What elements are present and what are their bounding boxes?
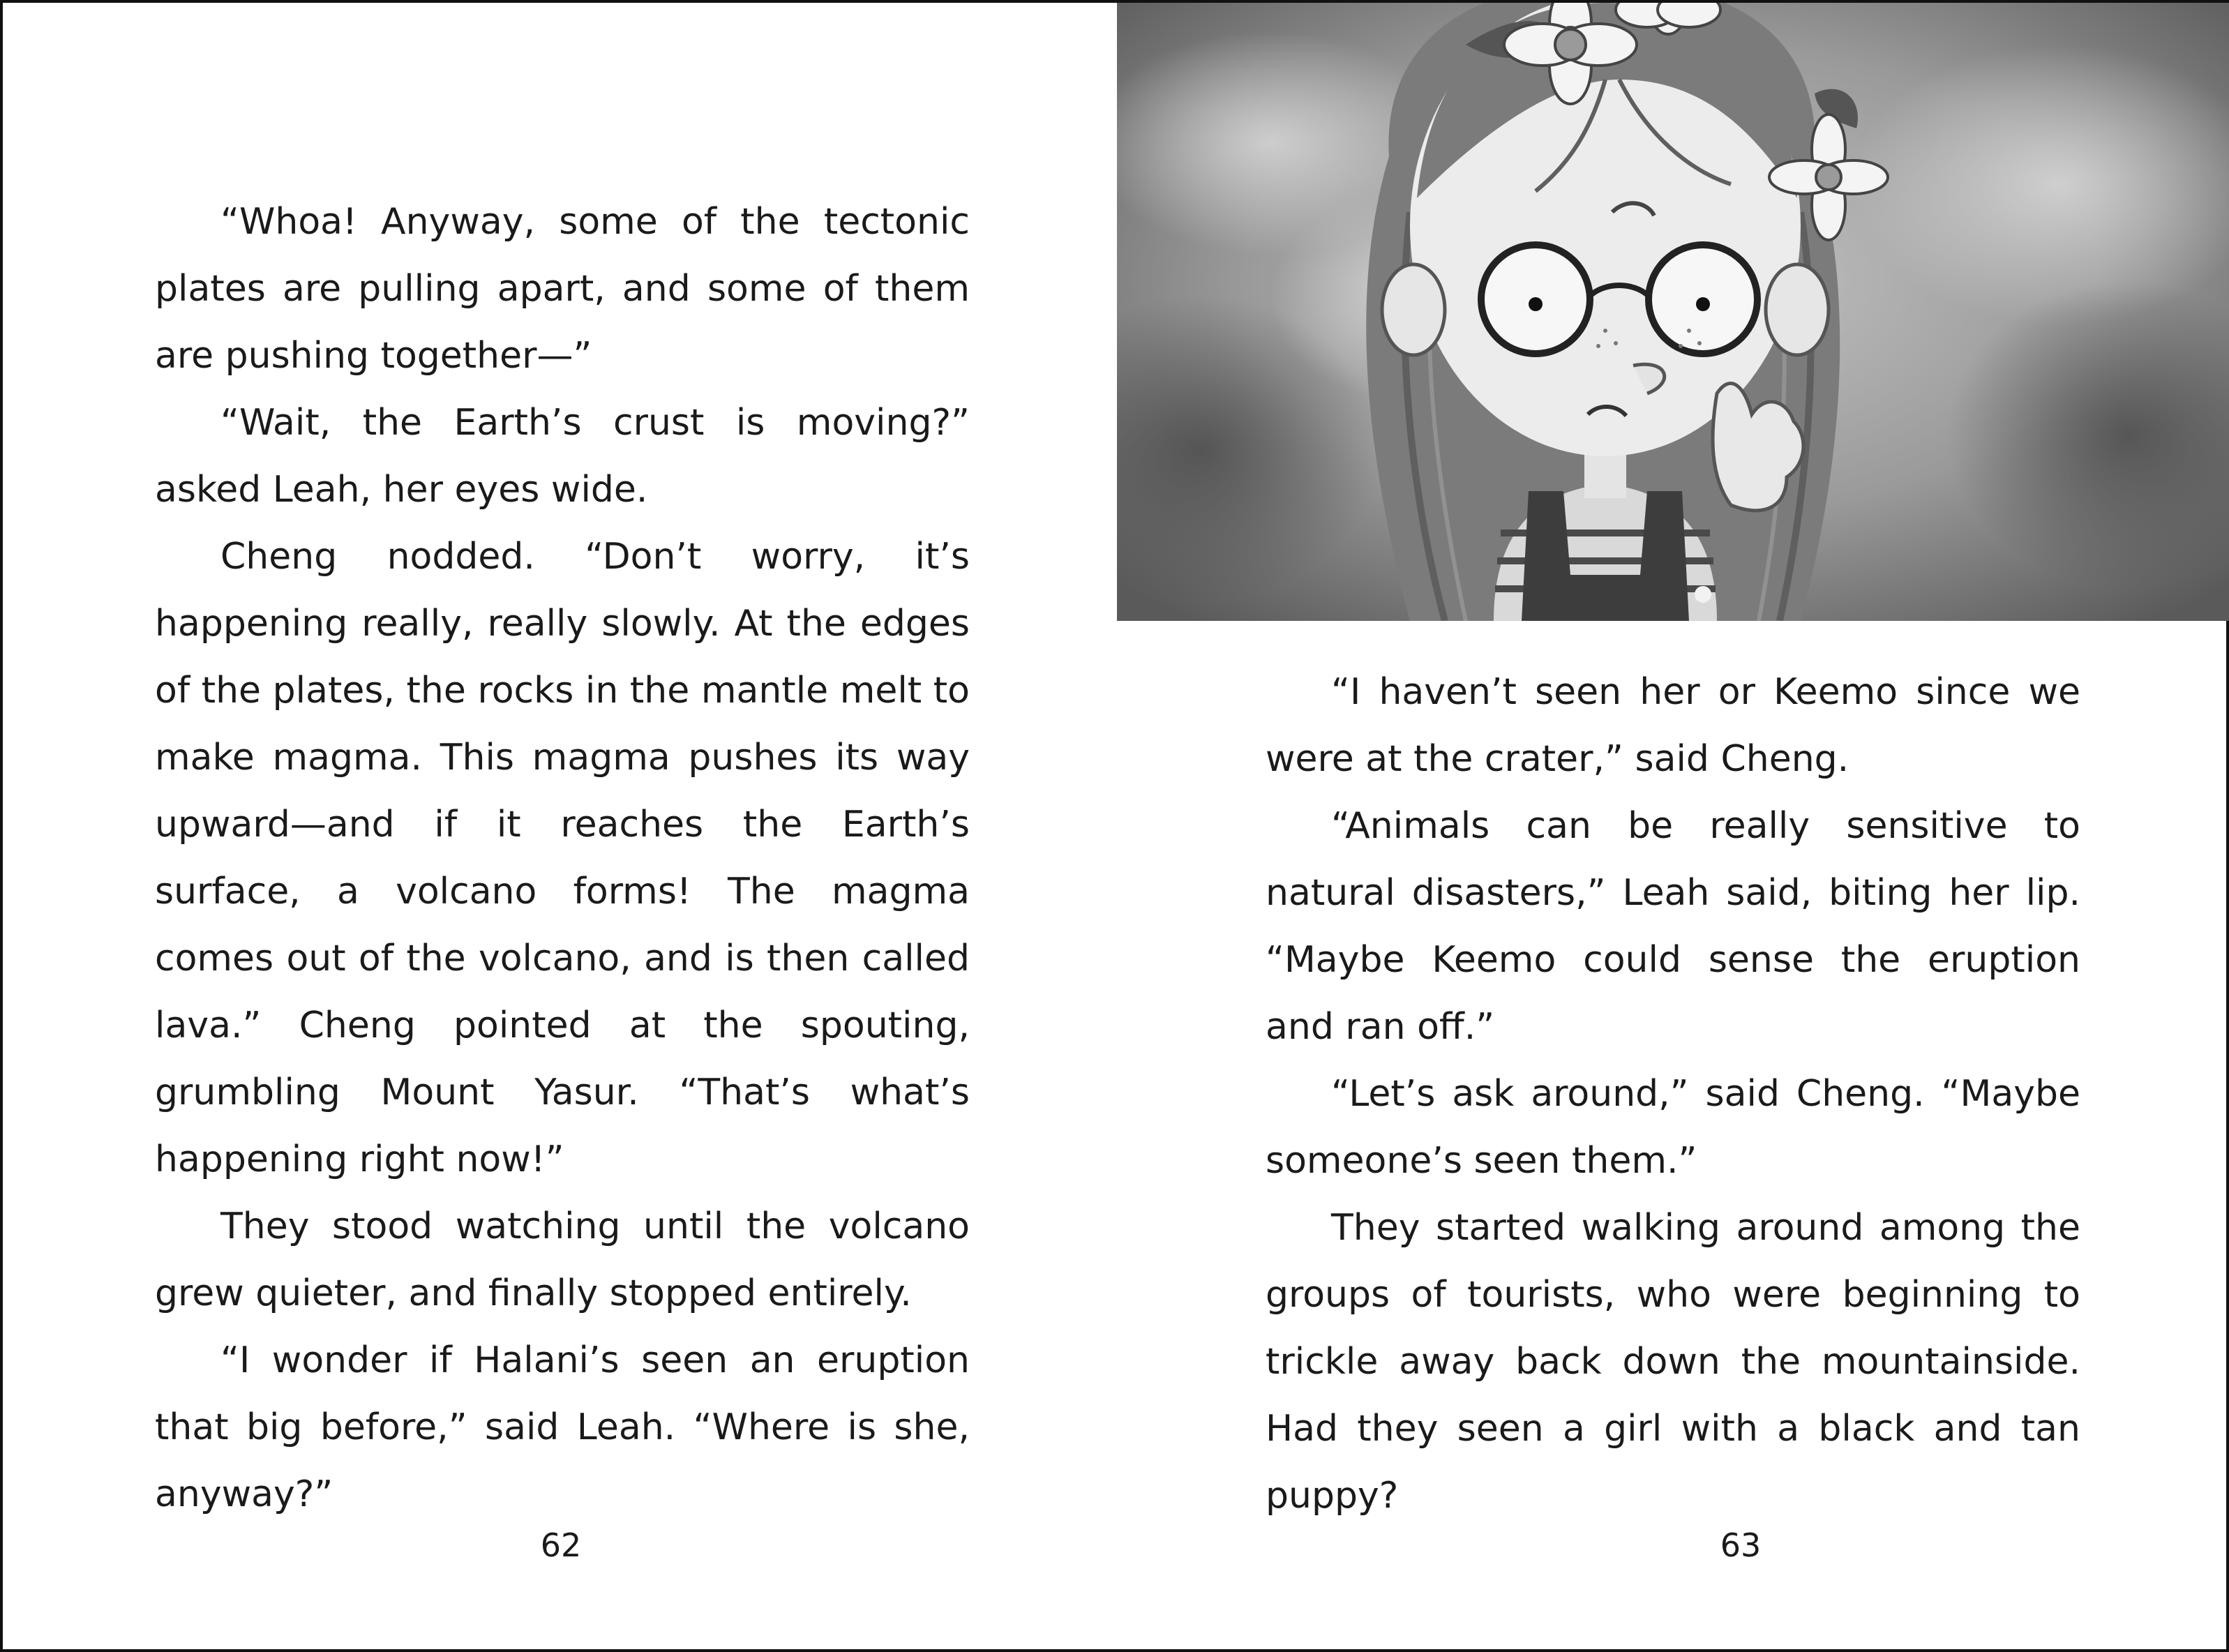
paragraph: They stood watching until the volcano grew quieter, and finally stopped entirely.	[155, 1206, 970, 1314]
paragraph: “Let’s ask around,” said Cheng. “Maybe someone’s seen them.”	[1266, 1073, 2080, 1182]
illustration	[1117, 3, 2229, 621]
left-page-text	[155, 188, 970, 1528]
left-page	[3, 3, 1117, 1649]
page-number: 63	[1720, 1526, 1762, 1564]
paragraph: “Wait, the Earth’s crust is moving?” asked Leah, her eyes wide.	[155, 402, 970, 511]
right-page-text	[1266, 659, 2080, 1529]
paragraph: Cheng nodded. “Don’t worry, it’s happening really, really slowly. At the edges of the plates, the rocks in the mantle melt to make magma. This magma pushes its way upward—and if it reaches the Earth’s surface, a volcano forms! The magma comes out of the volcano, and is then called lava.” Cheng pointed at the spouting, grumbling Mount Yasur. “That’s what’s happening right now!”	[155, 536, 970, 1180]
paragraph: “Animals can be really sensitive to natural disasters,” Leah said, biting her lip. “Maybe Keemo could sense the eruption and ran off.”	[1266, 805, 2080, 1048]
paragraph: “Whoa! Anyway, some of the tectonic plates are pulling apart, and some of them are pushing together—”	[155, 201, 970, 377]
right-page	[1117, 3, 2229, 1649]
girl-illustration-image	[1117, 3, 2229, 621]
paragraph: “I haven’t seen her or Keemo since we were at the crater,” said Cheng.	[1266, 671, 2080, 780]
page-number: 62	[540, 1526, 582, 1564]
paragraph: They started walking around among the groups of tourists, who were beginning to trickle away back down the mountainside. Had they seen a girl with a black and tan puppy?	[1266, 1207, 2080, 1517]
paragraph: “I wonder if Halani’s seen an eruption that big before,” said Leah. “Where is she, anyway?”	[155, 1339, 970, 1515]
